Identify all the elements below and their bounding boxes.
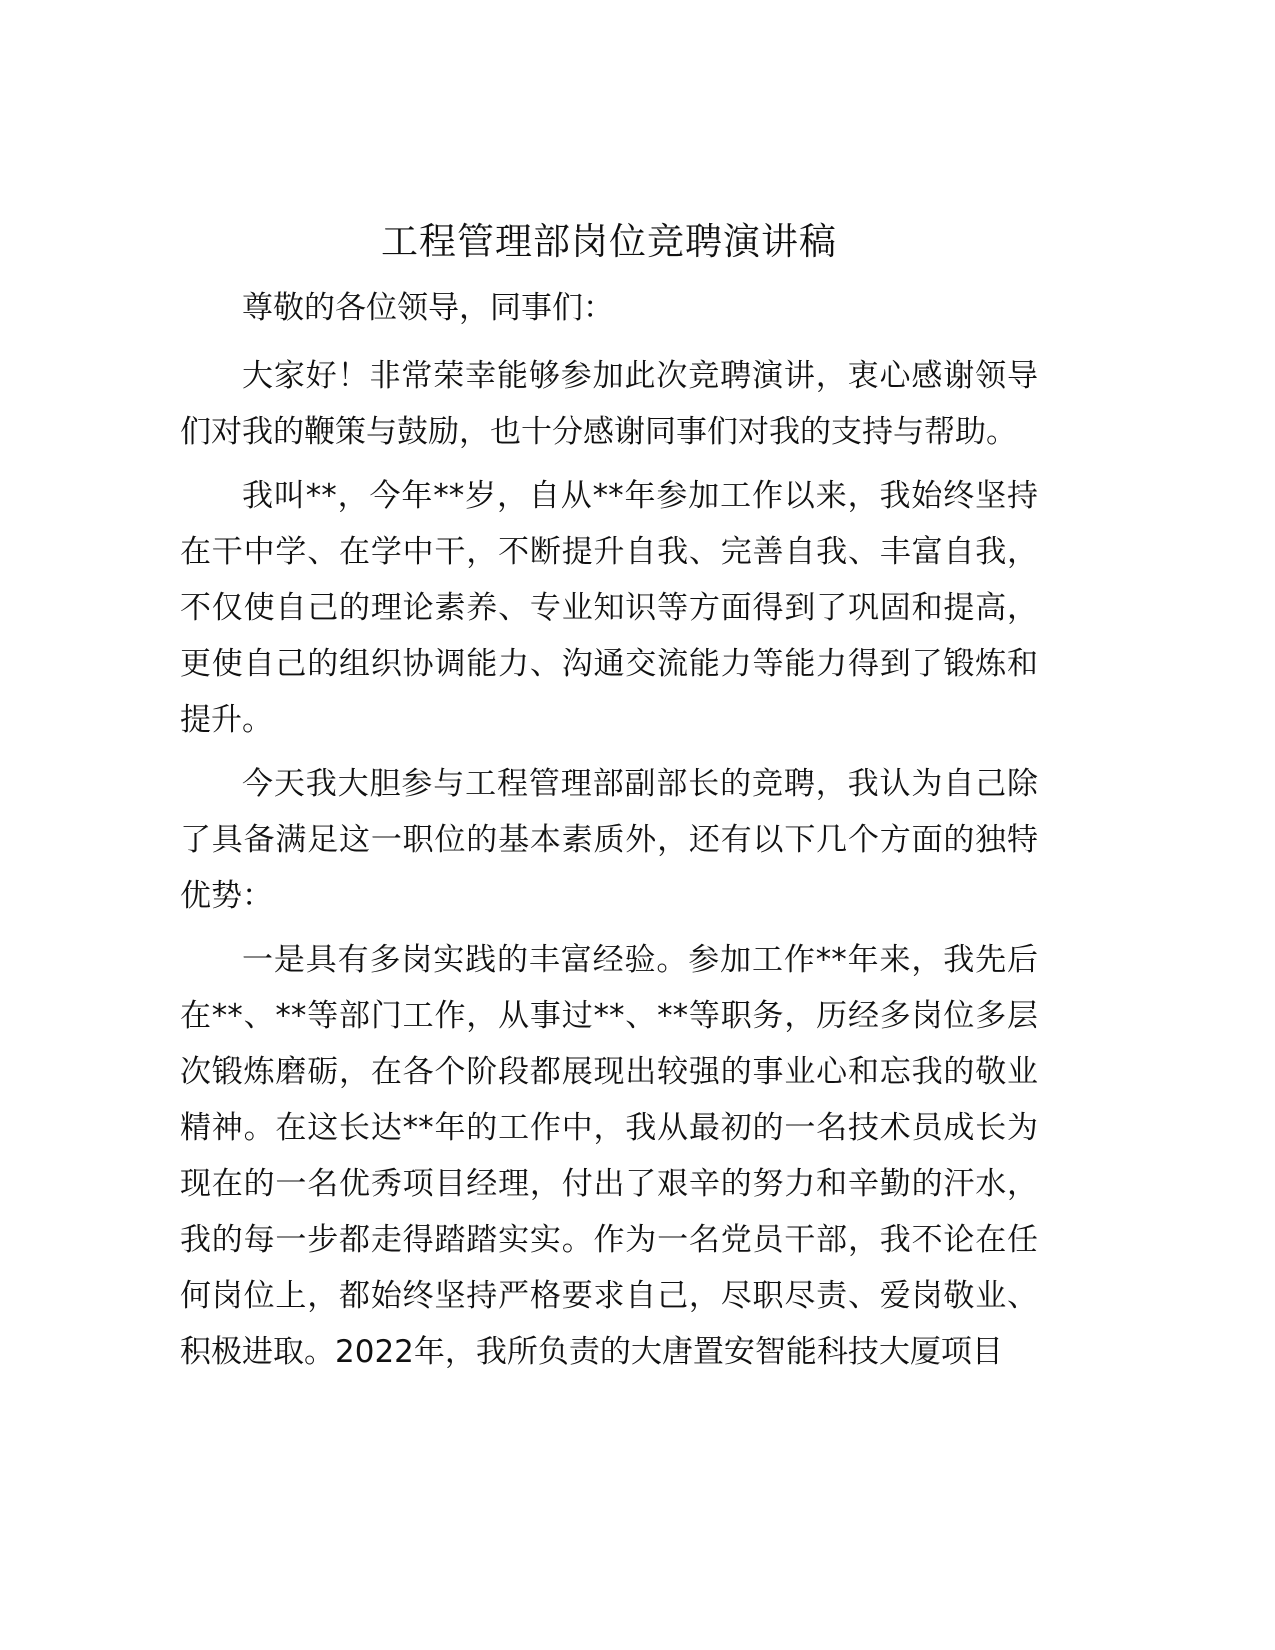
paragraph-self-introduction: 我叫**，今年**岁，自从**年参加工作以来，我始终坚持在干中学、在学中干，不断提升自我、完善自我、丰富自我，不仅使自己的理论素养、专业知识等方面得到了巩固和提高，更使自己的组织协调能力、沟通交流能力等能力得到了锻炼和提升。	[180, 478, 1038, 738]
salutation: 尊敬的各位领导，同事们：	[242, 290, 614, 326]
document-title: 工程管理部岗位竞聘演讲稿	[381, 220, 837, 263]
document-page	[180, 212, 1038, 1388]
paragraph-greeting: 大家好！非常荣幸能够参加此次竞聘演讲，衷心感谢领导们对我的鞭策与鼓励，也十分感谢同事们对我的支持与帮助。	[180, 358, 1038, 450]
paragraph-advantage-one: 一是具有多岗实践的丰富经验。参加工作**年来，我先后在**、**等部门工作，从事过**、**等职务，历经多岗位多层次锻炼磨砺，在各个阶段都展现出较强的事业心和忘我的敬业精神。在这长达**年的工作中，我从最初的一名技术员成长为现在的一名优秀项目经理，付出了艰辛的努力和辛勤的汗水，我的每一步都走得踏踏实实。作为一名党员干部，我不论在任何岗位上，都始终坚持严格要求自己，尽职尽责、爱岗敬业、积极进取。2022年，我所负责的大唐置安智能科技大厦项目	[180, 942, 1038, 1370]
paragraph-intent: 今天我大胆参与工程管理部副部长的竞聘，我认为自己除了具备满足这一职位的基本素质外，还有以下几个方面的独特优势：	[180, 766, 1038, 914]
